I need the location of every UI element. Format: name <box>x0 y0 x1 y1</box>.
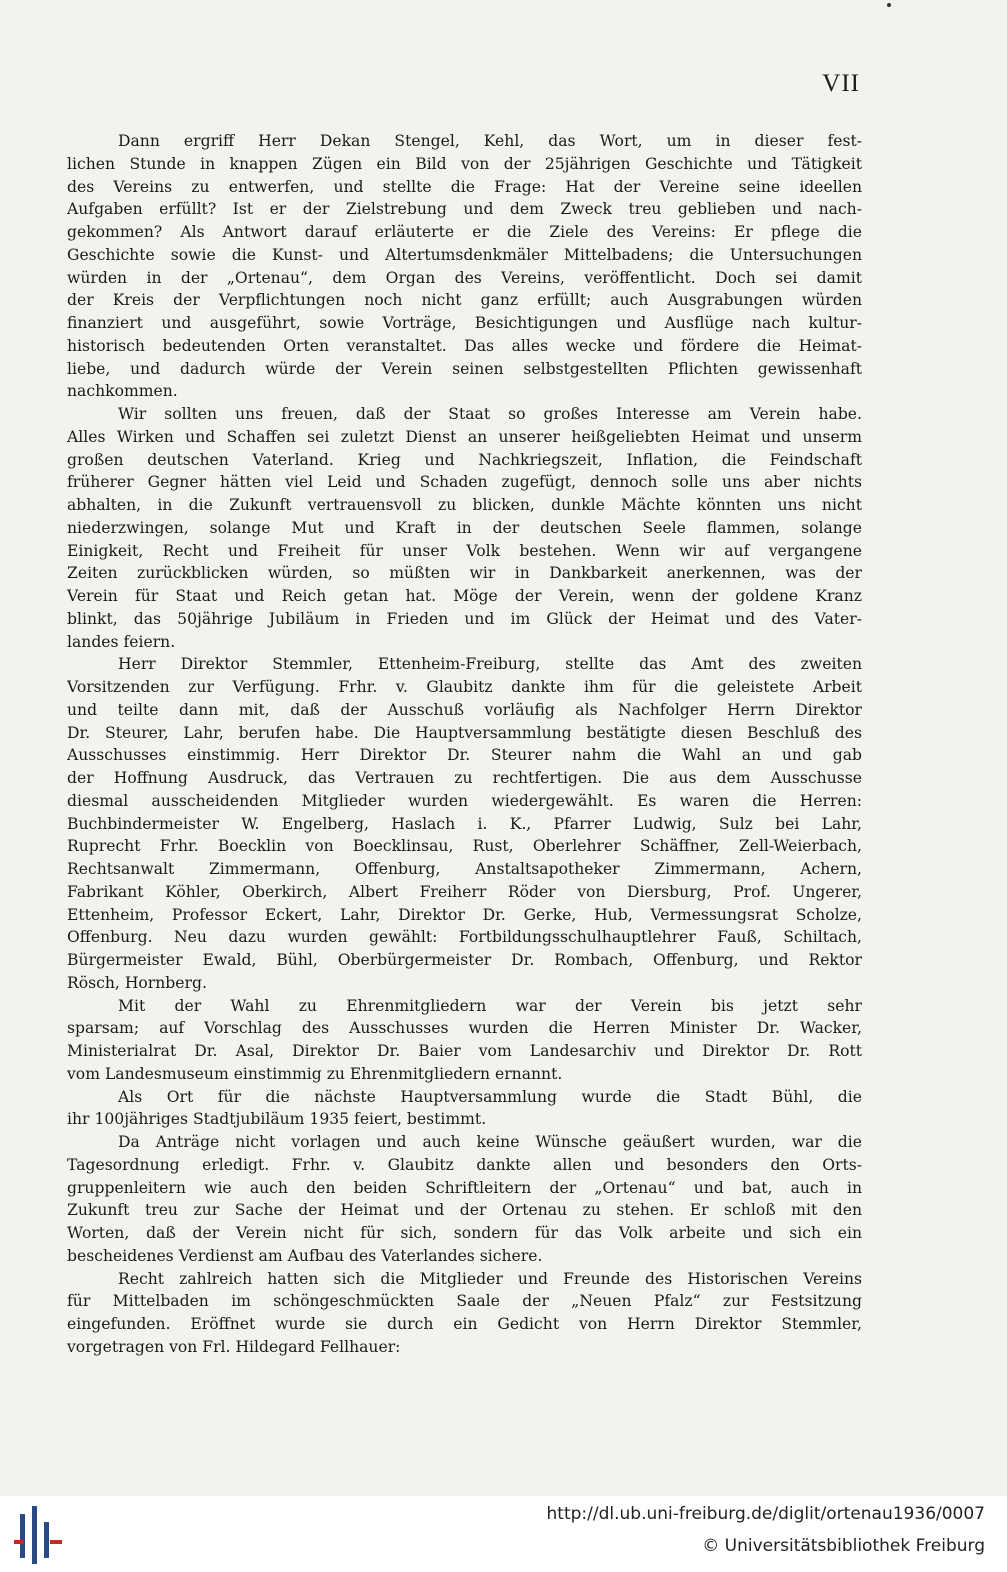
text-line: würden in der „Ortenau“, dem Organ des Vereins, veröffentlicht. Doch sei damit <box>67 268 862 287</box>
text-line: Aufgaben erfüllt? Ist er der Zielstrebung und dem Zweck treu geblieben und nach- <box>67 200 862 219</box>
text-line: Da Anträge nicht vorlagen und auch keine Wünsche geäußert wurden, war die <box>118 1133 862 1151</box>
text-line: Wir sollten uns freuen, daß der Staat so großes Interesse am Verein habe. <box>118 405 862 423</box>
text-line: des Vereins zu entwerfen, und stellte die Frage: Hat der Vereine seine ideellen <box>67 177 862 196</box>
text-line: Mit der Wahl zu Ehrenmitgliedern war der Verein bis jetzt sehr <box>118 996 862 1015</box>
text-line: diesmal ausscheidenden Mitglieder wurden wiedergewählt. Es waren die Herren: <box>67 791 862 810</box>
text-line: Recht zahlreich hatten sich die Mitglieder und Freunde des Historischen Vereins <box>118 1269 862 1288</box>
ub-freiburg-logo-icon <box>14 1504 64 1566</box>
text-line: und teilte dann mit, daß der Ausschuß vorläufig als Nachfolger Herrn Direktor <box>67 700 862 719</box>
text-line: Dr. Steurer, Lahr, berufen habe. Die Hauptversammlung bestätigte diesen Beschluß des <box>67 723 862 742</box>
text-line: Einigkeit, Recht und Freiheit für unser Volk bestehen. Wenn wir auf vergangene <box>67 541 862 560</box>
copyright-notice: © Universitätsbibliothek Freiburg <box>702 1536 985 1556</box>
text-line: Zukunft treu zur Sache der Heimat und der Ortenau zu stehen. Er schloß mit den <box>67 1201 862 1220</box>
text-line: vorgetragen von Frl. Hildegard Fellhauer: <box>67 1337 401 1356</box>
text-line: Alles Wirken und Schaffen sei zuletzt Dienst an unserer heißgeliebten Heimat und unserm <box>67 427 862 446</box>
text-line: Rechtsanwalt Zimmermann, Offenburg, Anstaltsapotheker Zimmermann, Achern, <box>67 860 862 878</box>
text-line: großen deutschen Vaterland. Krieg und Nachkriegszeit, Inflation, die Feindschaft <box>67 450 862 469</box>
text-line: der Kreis der Verpflichtungen noch nicht ganz erfüllt; auch Ausgrabungen würden <box>67 291 862 310</box>
text-line: gruppenleitern wie auch den beiden Schriftleitern der „Ortenau“ und bat, auch in <box>67 1178 862 1197</box>
paragraph <box>67 995 862 1086</box>
viewer-footer <box>0 1496 1007 1572</box>
text-line: blinkt, das 50jährige Jubiläum in Frieden und im Glück der Heimat und des Vater- <box>67 609 862 628</box>
text-line: Zeiten zurückblicken würden, so müßten wir in Dankbarkeit anerkennen, was der <box>67 564 862 583</box>
text-line: liebe, und dadurch würde der Verein seinen selbstgestellten Pflichten gewissenhaft <box>67 359 862 378</box>
text-line: Offenburg. Neu dazu wurden gewählt: Fortbildungsschulhauptlehrer Fauß, Schiltach, <box>67 928 862 947</box>
text-line: lichen Stunde in knappen Zügen ein Bild von der 25jährigen Geschichte und Tätigkeit <box>67 154 862 173</box>
text-line: Ministerialrat Dr. Asal, Direktor Dr. Baier vom Landesarchiv und Direktor Dr. Rott <box>67 1042 862 1060</box>
paragraph <box>67 1086 862 1132</box>
text-line: abhalten, in die Zukunft vertrauensvoll zu blicken, dunkle Mächte könnten uns nicht <box>67 496 862 514</box>
text-line: der Hoffnung Ausdruck, das Vertrauen zu rechtfertigen. Die aus dem Ausschusse <box>67 769 862 787</box>
text-line: Verein für Staat und Reich getan hat. Möge der Verein, wenn der goldene Kranz <box>67 587 862 605</box>
text-line: finanziert und ausgeführt, sowie Vorträge, Besichtigungen und Ausflüge nach kultur- <box>67 314 862 332</box>
text-line: für Mittelbaden im schöngeschmückten Saale der „Neuen Pfalz“ zur Festsitzung <box>67 1292 862 1311</box>
text-line: Worten, daß der Verein nicht für sich, sondern für das Volk arbeite und sich ein <box>67 1224 862 1242</box>
paragraph <box>67 1268 862 1359</box>
text-line: Ettenheim, Professor Eckert, Lahr, Direktor Dr. Gerke, Hub, Vermessungsrat Scholze, <box>67 905 862 924</box>
text-line: historisch bedeutenden Orten veranstaltet. Das alles wecke und fördere die Heimat- <box>67 336 862 355</box>
text-line: ihr 100jähriges Stadtjubiläum 1935 feiert, bestimmt. <box>67 1110 487 1129</box>
text-line: gekommen? Als Antwort darauf erläuterte er die Ziele des Vereins: Er pflege die <box>67 223 862 241</box>
page-body-text <box>67 130 862 1359</box>
text-line: sparsam; auf Vorschlag des Ausschusses wurden die Herren Minister Dr. Wacker, <box>67 1019 862 1038</box>
text-line: Fabrikant Köhler, Oberkirch, Albert Freiherr Röder von Diersburg, Prof. Ungerer, <box>67 882 862 901</box>
text-line: Als Ort für die nächste Hauptversammlung wurde die Stadt Bühl, die <box>118 1087 862 1106</box>
text-line: vom Landesmuseum einstimmig zu Ehrenmitgliedern ernannt. <box>67 1064 563 1083</box>
text-line: Vorsitzenden zur Verfügung. Frhr. v. Glaubitz dankte ihm für die geleistete Arbeit <box>67 678 862 696</box>
text-line: Buchbindermeister W. Engelberg, Haslach i. K., Pfarrer Ludwig, Sulz bei Lahr, <box>67 814 862 833</box>
text-line: eingefunden. Eröffnet wurde sie durch ein Gedicht von Herrn Direktor Stemmler, <box>67 1315 862 1333</box>
text-line: Tagesordnung erledigt. Frhr. v. Glaubitz dankte allen und besonders den Orts- <box>67 1155 862 1174</box>
text-line: niederzwingen, solange Mut und Kraft in der deutschen Seele flammen, solange <box>67 518 862 537</box>
text-line: Ruprecht Frhr. Boecklin von Boecklinsau, Rust, Oberlehrer Schäffner, Zell-Weierbach, <box>67 837 862 856</box>
source-url-link[interactable]: http://dl.ub.uni-freiburg.de/diglit/ortenau1936/0007 <box>546 1504 985 1524</box>
text-line: landes feiern. <box>67 632 176 651</box>
paragraph <box>67 1131 862 1268</box>
page-number: VII <box>822 70 860 97</box>
paragraph <box>67 130 862 403</box>
text-line: nachkommen. <box>67 382 178 401</box>
text-line: Rösch, Hornberg. <box>67 973 207 992</box>
text-line: Geschichte sowie die Kunst- und Altertumsdenkmäler Mittelbadens; die Untersuchungen <box>67 245 862 264</box>
text-line: Dann ergriff Herr Dekan Stengel, Kehl, das Wort, um in dieser fest- <box>118 132 862 150</box>
text-line: Bürgermeister Ewald, Bühl, Oberbürgermeister Dr. Rombach, Offenburg, und Rektor <box>67 951 862 969</box>
text-line: früherer Gegner hätten viel Leid und Schaden zugefügt, dennoch solle uns aber nichts <box>67 473 862 492</box>
paragraph <box>67 653 862 994</box>
paragraph <box>67 403 862 653</box>
text-line: Ausschusses einstimmig. Herr Direktor Dr. Steurer nahm die Wahl an und gab <box>67 746 862 765</box>
scan-speck <box>887 3 891 7</box>
text-line: Herr Direktor Stemmler, Ettenheim-Freiburg, stellte das Amt des zweiten <box>118 655 862 674</box>
text-line: bescheidenes Verdienst am Aufbau des Vaterlandes sichere. <box>67 1246 543 1265</box>
